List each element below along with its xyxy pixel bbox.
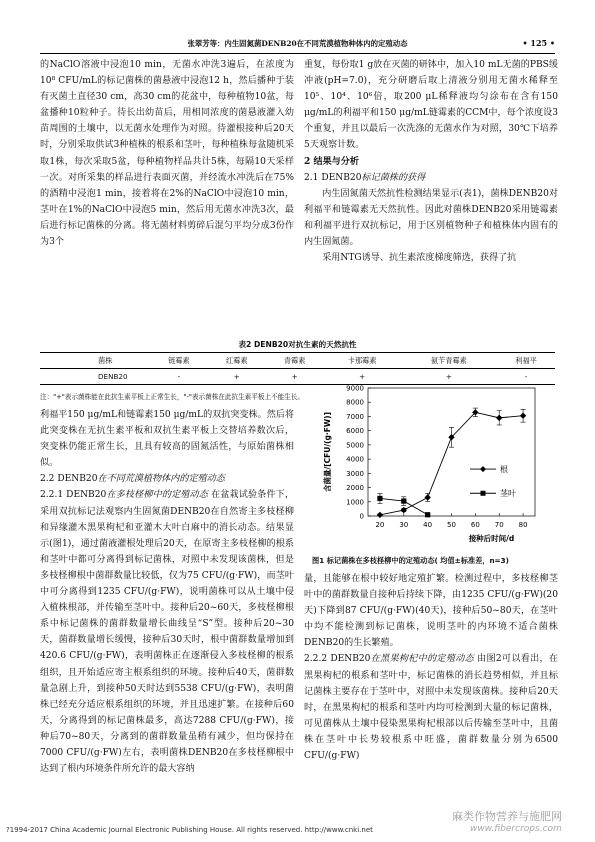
text-column-top-right bbox=[304, 57, 558, 317]
section-number: 2.2.2 DENB20 bbox=[304, 654, 371, 665]
section-title: 标记菌株的获得 bbox=[361, 172, 426, 183]
legend-label: 茎叶 bbox=[500, 489, 516, 499]
table-header-cell: 青霉素 bbox=[283, 355, 306, 365]
data-point-stem-leaf bbox=[401, 498, 406, 503]
table-header-cell: 链霉素 bbox=[168, 355, 190, 365]
table-cell: - bbox=[524, 372, 528, 381]
table-header-cell: 氨苄青霉素 bbox=[430, 355, 467, 365]
y-tick-label: 7000 bbox=[346, 412, 364, 421]
section-number: 2.2 DENB20 bbox=[40, 474, 98, 485]
figure-caption: 图1 标记菌株在多枝柽柳中的定殖动态( 均值±标准差，n=3) bbox=[312, 556, 509, 565]
section-title: 在黑果枸杞中的定殖动态 bbox=[370, 654, 474, 665]
table-header-row bbox=[40, 353, 555, 369]
paragraph bbox=[304, 170, 558, 186]
y-tick-label: 2000 bbox=[346, 484, 364, 493]
paragraph bbox=[304, 651, 558, 764]
table-cell: DENB20 bbox=[98, 372, 128, 381]
table-header-cell: 卡那霉素 bbox=[347, 355, 377, 365]
paragraph: 量，且能够在根中较好地定殖扩繁。检测过程中，多枝柽柳茎叶中的菌群数量自接种后持续下降，由1235 CFU/(g·FW)(20天)下降到87 CFU/(g·FW)(40天)，接种后50~80天，在茎叶中均不能检测到标记菌株，说明茎叶的内环境不适合菌株DENB20的生长繁殖。 bbox=[304, 574, 558, 649]
table-note: 注："+"表示菌株能在此抗生素平板上正常生长，"-"表示菌株在此抗生素平板上不能生长。 bbox=[40, 393, 305, 401]
table-cell: + bbox=[359, 372, 366, 381]
data-point-root bbox=[377, 512, 383, 518]
paragraph: 内生固氮菌天然抗性检测结果显示(表1)，菌株DENB20对利福平和链霉素无天然抗性。因此对菌株DENB20采用链霉素和利福平进行双抗标记，用于区别植物种子和植株体内固有的内生固氮菌。 bbox=[304, 188, 558, 248]
page-header bbox=[40, 38, 555, 52]
y-tick-label: 0 bbox=[359, 512, 364, 521]
y-tick-label: 3000 bbox=[346, 469, 364, 478]
data-point-root bbox=[520, 413, 526, 419]
paragraph: 2 结果与分析 bbox=[304, 155, 359, 167]
section-number: 2.1 DENB20 bbox=[304, 172, 362, 183]
y-tick-label: 4000 bbox=[346, 455, 364, 464]
x-tick-label: 80 bbox=[518, 521, 528, 529]
x-tick-label: 40 bbox=[423, 521, 433, 529]
x-tick-label: 30 bbox=[399, 521, 409, 529]
x-tick-label: 70 bbox=[494, 521, 504, 529]
data-point-root bbox=[424, 494, 430, 500]
y-tick-label: 6000 bbox=[346, 427, 364, 436]
y-axis-label: 含菌量/[CFU/(g·FW)] bbox=[323, 411, 332, 493]
x-axis-label: 接种后时间/d bbox=[468, 534, 515, 543]
legend-marker bbox=[480, 466, 486, 472]
copyright-footer: ?1994-2017 China Academic Journal Electronic Publishing House. All rights reserved. http://www.cnki.net bbox=[6, 826, 373, 834]
data-point-root bbox=[496, 415, 502, 421]
data-point-stem-leaf bbox=[425, 512, 430, 517]
legend-label: 根 bbox=[500, 465, 508, 475]
table-header-cell: 利福平 bbox=[515, 355, 537, 365]
section-title: 在多枝柽柳中的定殖动态 bbox=[106, 490, 208, 501]
section-title: 在不同荒漠植物体内的定殖动态 bbox=[97, 474, 225, 485]
watermark-url: www.fibercrops.com bbox=[470, 824, 562, 834]
table-cell: - bbox=[177, 372, 181, 381]
y-tick-label: 5000 bbox=[346, 441, 364, 450]
table-cell: + bbox=[233, 372, 240, 381]
table-cell: + bbox=[445, 372, 452, 381]
section-number: 2.2.1 DENB20 bbox=[40, 490, 107, 501]
paragraph bbox=[40, 471, 294, 487]
watermark-chinese: 麻类作物营养与施肥网 bbox=[452, 810, 562, 823]
paragraph: 重复，每份取1 g放在灭菌的研钵中，加入10 mL无菌的PBS缓冲液(pH=7.0)，充分研磨后取上清液分别用无菌水稀释至10⁵、10⁴、10⁶倍，取200 μL稀释液均匀涂布在含有150 μg/mL的利福平和150 μg/mL链霉素的CCM中，每个浓度设3个重复，并且以最后一次洗涤的无菌水作为对照，30℃下培养5天观察计数。 bbox=[304, 60, 558, 151]
table-header-cell: 红霉素 bbox=[226, 355, 248, 365]
paragraph-text: 由图2可以看出，在黑果枸杞的根系和茎叶中，标记菌株的消长趋势相似，并且标记菌株主要存在于茎叶中，对照中未发现该菌株。接种后20天时，在黑果枸杞的根系和茎叶内均可检测到大量的标记菌株，可见菌株从土壤中侵染黑果枸杞根部以后传输至茎叶中，且菌株在茎叶中长势较根系中旺盛，菌群数量分别为6500 CFU/(g·FW) bbox=[304, 654, 558, 762]
text-column-bottom-left bbox=[40, 407, 294, 825]
y-tick-label: 8000 bbox=[346, 398, 364, 407]
page-number: • 125 • bbox=[522, 38, 555, 48]
x-tick-label: 20 bbox=[375, 521, 385, 529]
text-column-top-left bbox=[40, 57, 294, 317]
data-point-stem-leaf bbox=[377, 496, 382, 501]
x-tick-label: 50 bbox=[447, 521, 456, 529]
legend-marker bbox=[481, 491, 486, 496]
running-title: 张翠芳等：内生固氮菌DENB20在不同荒漠植物种体内的定殖动态 bbox=[187, 39, 408, 48]
y-tick-label: 9000 bbox=[346, 384, 364, 393]
header-rule bbox=[40, 53, 555, 54]
paragraph: 利福平150 μg/mL和链霉素150 μg/mL的双抗突变株。然后将此突变株在无抗生素平板和双抗生素平板上交替培养数次后，突变株仍能正常生长，且具有较高的固氮活性，与原始菌株相似。 bbox=[40, 410, 294, 469]
figure-1-line-chart bbox=[310, 380, 550, 550]
x-tick-label: 60 bbox=[470, 521, 480, 529]
paragraph: 采用NTG诱导、抗生素浓度梯度筛选，获得了抗 bbox=[322, 253, 517, 264]
paragraph bbox=[40, 487, 294, 777]
table-cell: + bbox=[291, 372, 298, 381]
table-caption: 表2 DENB20对抗生素的天然抗性 bbox=[238, 340, 357, 349]
paragraph: 的NaClO溶液中浸泡10 min，无菌水冲洗3遍后，在浓度为10⁸ CFU/mL的标记菌株的菌悬液中浸泡12 h，然后播种于装有灭菌土直径30 cm，高30 cm的花盆中，每种植物10盆，每盆播种10粒种子。待长出幼苗后，用相同浓度的菌悬液灌入幼苗周围的土壤中，以无菌水处理作为对照。待灌根接种后20天时，分别采取供试3种植株的根系和茎叶，每种植株每盆随机采取1株，每次采取5盆，每种植物样品共计5株，每隔10天采样一次。对所采集的样品进行表面灭菌，并经流水冲洗后在75%的酒精中浸泡1 min，接着将在2%的NaClO中浸泡10 min，茎叶在1%的NaClO中浸泡5 min，然后用无菌水冲洗3次，最后进行标记菌株的分离。将无菌材料剪碎后混匀平均分成3份作为3个 bbox=[40, 60, 294, 248]
data-point-root bbox=[401, 507, 407, 513]
text-column-bottom-right bbox=[304, 571, 558, 821]
y-tick-label: 1000 bbox=[346, 498, 364, 507]
paragraph-text: 在盆栽试验条件下，采用双抗标记法观察内生固氮菌DENB20在自然寄主多枝柽柳和异缘灌木黑果枸杞和亚灌木大叶白麻中的消长动态。结果显示(图1)，通过菌液灌根处理后20天，在原寄主多枝柽柳的根系和茎叶中都可分离得到标记菌株，对照中未发现该菌株，但是多枝柽柳根中菌群数量比较低，仅为75 CFU/(g·FW)，而茎叶中可分离得到1235 CFU/(g·FW)，说明菌株可以从土壤中侵入植株根部，并传输至茎叶中。接种后20~60天，多枝柽柳根系中标记菌株的菌群数量增长曲线呈“S”型。接种后20~30天，菌群数量增长缓慢，接种后30天时，根中菌群数量增加到420.6 CFU/(g·FW)，表明菌株正在逐渐侵入多枝柽柳的根系组织，且开始适应寄主根系组织的环境。接种后40天，菌群数量急剧上升，到接种50天时达到5538 CFU/(g·FW)，表明菌株已经充分适应根系组织的环境，并且迅速扩繁。在接种后60天，分离得到的标记菌株最多，高达7288 CFU/(g·FW)，接种后70~80天，分离到的菌群数量虽稍有减少，但均保持在7000 CFU/(g·FW)左右，表明菌株DENB20在多枝柽柳根中达到了根内环境条件所允许的最大容纳 bbox=[40, 490, 294, 775]
table-header-cell: 菌株 bbox=[98, 355, 113, 365]
